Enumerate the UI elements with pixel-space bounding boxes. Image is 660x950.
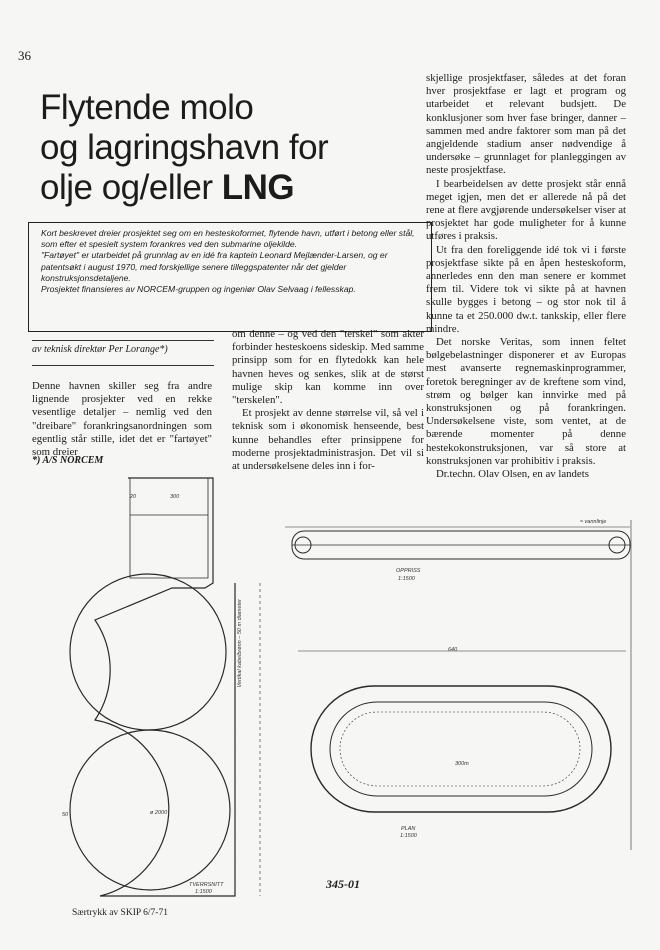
footnote: *) A/S NORCEM <box>32 455 104 466</box>
drawing-label: TVERRSNITT <box>189 882 224 888</box>
cross-section-drawing <box>70 478 260 896</box>
title-line-3b: LNG <box>221 168 295 207</box>
title-line-3a: olje og/eller <box>40 168 213 207</box>
drawing-code: 345-01 <box>326 877 360 891</box>
summary-paragraph: Prosjektet finansieres av NORCEM-gruppen og ingeniør Olav Selvaag i fellesskap. <box>41 284 356 295</box>
title-line-2: og lagringshavn for <box>40 128 329 167</box>
dimension-label: ø 2000 <box>150 810 168 816</box>
summary-paragraph: Kort beskrevet dreier prosjektet seg om en hesteskoformet, flytende havn, utført i betong eller stål, som efter et spesielt system forankres ved den submarine oljekilde. <box>41 228 415 250</box>
source-note: Særtrykk av SKIP 6/7-71 <box>72 908 168 918</box>
paragraph: Dr.techn. Olav Olsen, en av landets <box>436 468 589 481</box>
paragraph: skjellige prosjektfaser, således at det foran hver prosjektfase er lagt et program og utarbeidet et relevant budsjett. De konklusjoner som hver fase bringer, danner – sammen med andre faktorer som man på det angjeldende stadium anser nødvendige å undersøke – grunnlaget for planleggingen av neste prosjektfase. <box>426 72 626 177</box>
paragraph: Ut fra den foreliggende idé tok vi i første prosjektfase sikte på en åpen hesteskoform, annerledes enn den man senere er kommet frem til. Videre tok vi sikte på at havnen skulle bygges i betong – og stor nok til å kunne ta et 250.000 dw.t. tankskip, eller flere mindre. <box>426 243 626 335</box>
dimension-label: Vertikal kabelbrønn – 50 m diameter <box>236 599 243 688</box>
plan-drawing <box>298 651 626 812</box>
drawing-label: OPPRISS <box>396 568 421 574</box>
paragraph: om denne – og ved den "terskel" som akter forbinder hesteskoens sideskip. Med samme prinsipp som for en flytedokk kan hele havnen heves og senkes, slik at de størst mulige skip kan komme inn over "terskelen". <box>232 328 424 407</box>
byline: av teknisk direktør Per Lorange*) <box>32 340 214 355</box>
drawing-scale: 1:1500 <box>400 833 417 839</box>
summary-paragraph: "Fartøyet" er utarbeidet på grunnlag av en idé fra kaptein Leonard Mejlænder-Larsen, og er patentsøkt i august 1970, med forskjellige senere tilleggspatenter når det gjelder konstruksjonsdetaljene. <box>41 250 388 283</box>
dimension-label: 20 <box>130 494 137 500</box>
page-number: 36 <box>18 48 31 63</box>
dimension-label: 50 <box>62 812 69 818</box>
dimension-label: 640 <box>448 647 458 653</box>
drawing-scale: 1:1500 <box>398 576 415 582</box>
dimension-label: 300 <box>170 494 180 500</box>
paragraph: Denne havnen skiller seg fra andre lignende prosjekter ved en rekke vesentlige detaljer – nemlig ved den "dreibare" forankringsanordningen som egentlig står stille, idet det er "fartøyet" som dreier <box>32 380 212 459</box>
paragraph: Det norske Veritas, som innen feltet bølgebelastninger disponerer et av Europas mest avanserte regnemaskinprogrammer, foretok beregninger av de kreftene som vind, strøm og bølger kan innvirke med på konstruksjonen og på forankringen. Undersøkelsene viste, som ventet, at de bærende momenter på denne hestekokonstruksjonen, var så store at konstruksjonen var prohibitiv i praksis. <box>426 336 626 467</box>
dimension-label: ≈ vannlinje <box>580 519 607 525</box>
drawing-label: PLAN <box>401 826 416 832</box>
paragraph: Et prosjekt av denne størrelse vil, så vel i teknisk som i økonomisk henseende, best kunne behandles efter prinsippene for moderne prosjektadministrasjon. Det vil si at undersøkelsene deles inn i for- <box>232 407 424 473</box>
title-line-1: Flytende molo <box>40 88 254 127</box>
dimension-label: 300m <box>455 761 469 767</box>
drawing-scale: 1:1500 <box>195 889 212 895</box>
paragraph: I bearbeidelsen av dette prosjekt står ennå meget igjen, men det er allerede nå på det rene at flere avgjørende undersøkelser viser at prosjektet har gode muligheter for å kunne utføres i praksis. <box>426 177 626 243</box>
